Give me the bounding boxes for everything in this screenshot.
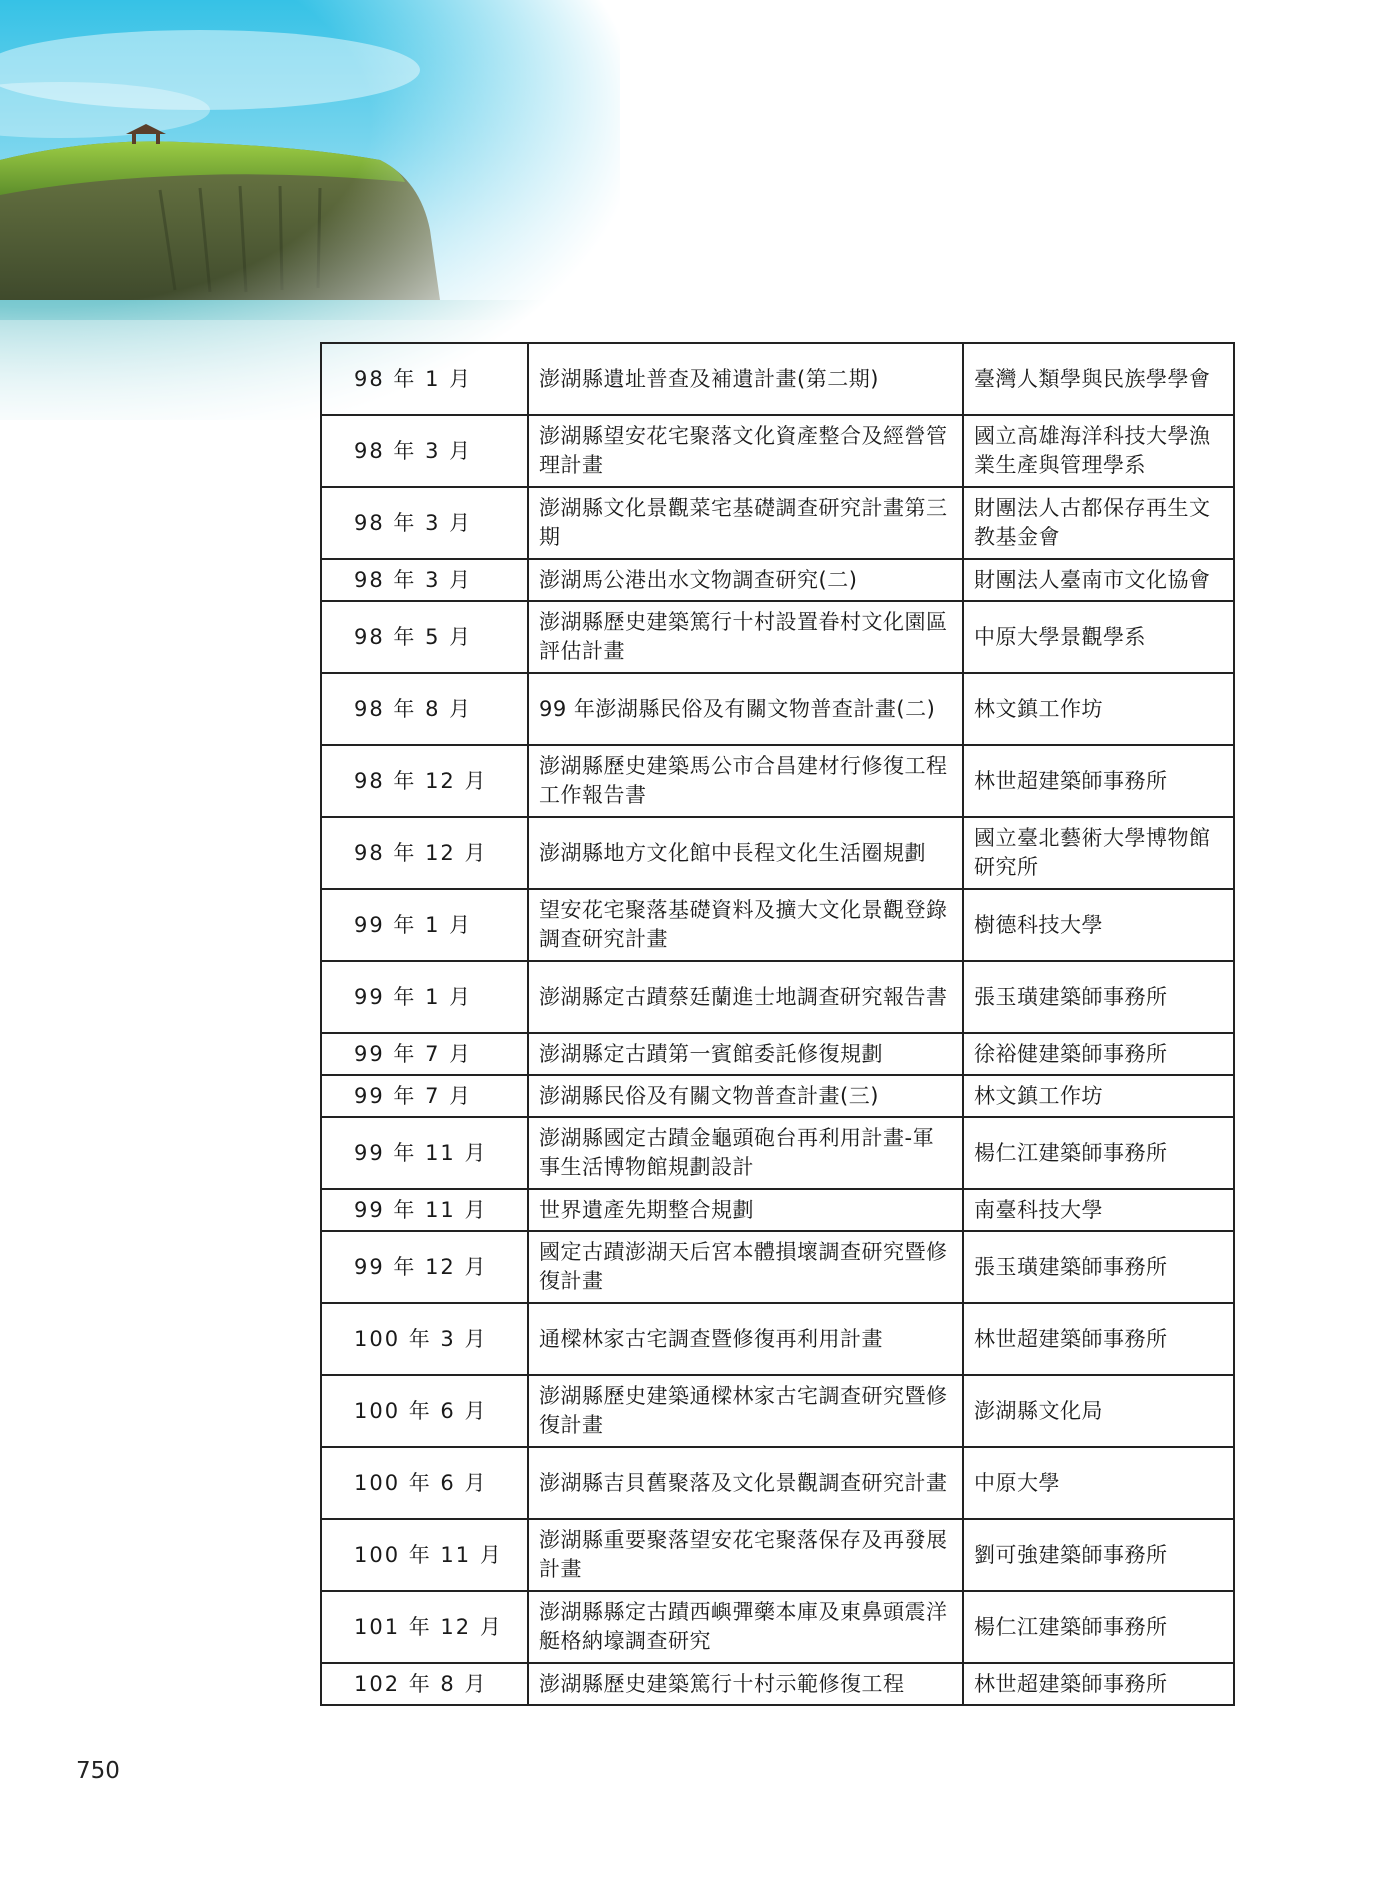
title-cell: 澎湖縣吉貝舊聚落及文化景觀調查研究計畫 bbox=[528, 1447, 963, 1519]
org-cell: 中原大學景觀學系 bbox=[963, 601, 1234, 673]
table-row bbox=[321, 817, 1234, 889]
date-cell: 99 年 12 月 bbox=[321, 1231, 528, 1303]
table-row bbox=[321, 1075, 1234, 1117]
title-cell: 澎湖馬公港出水文物調查研究(二) bbox=[528, 559, 963, 601]
org-cell: 林文鎮工作坊 bbox=[963, 673, 1234, 745]
table-row bbox=[321, 1033, 1234, 1075]
org-cell: 財團法人古都保存再生文教基金會 bbox=[963, 487, 1234, 559]
org-cell: 國立臺北藝術大學博物館研究所 bbox=[963, 817, 1234, 889]
title-cell: 澎湖縣歷史建築通樑林家古宅調查研究暨修復計畫 bbox=[528, 1375, 963, 1447]
date-cell: 99 年 1 月 bbox=[321, 961, 528, 1033]
table-row bbox=[321, 745, 1234, 817]
table-row bbox=[321, 1447, 1234, 1519]
org-cell: 林世超建築師事務所 bbox=[963, 1663, 1234, 1705]
date-cell: 99 年 1 月 bbox=[321, 889, 528, 961]
org-cell: 劉可強建築師事務所 bbox=[963, 1519, 1234, 1591]
title-cell: 澎湖縣民俗及有關文物普查計畫(三) bbox=[528, 1075, 963, 1117]
table-row bbox=[321, 1303, 1234, 1375]
date-cell: 99 年 11 月 bbox=[321, 1117, 528, 1189]
org-cell: 林世超建築師事務所 bbox=[963, 1303, 1234, 1375]
date-cell: 98 年 5 月 bbox=[321, 601, 528, 673]
date-cell: 98 年 3 月 bbox=[321, 559, 528, 601]
org-cell: 楊仁江建築師事務所 bbox=[963, 1591, 1234, 1663]
org-cell: 財團法人臺南市文化協會 bbox=[963, 559, 1234, 601]
title-cell: 澎湖縣望安花宅聚落文化資產整合及經營管理計畫 bbox=[528, 415, 963, 487]
title-cell: 澎湖縣歷史建築馬公市合昌建材行修復工程工作報告書 bbox=[528, 745, 963, 817]
title-cell: 澎湖縣文化景觀菜宅基礎調查研究計畫第三期 bbox=[528, 487, 963, 559]
date-cell: 100 年 6 月 bbox=[321, 1375, 528, 1447]
title-cell: 澎湖縣定古蹟第一賓館委託修復規劃 bbox=[528, 1033, 963, 1075]
table-row bbox=[321, 601, 1234, 673]
org-cell: 張玉璜建築師事務所 bbox=[963, 1231, 1234, 1303]
table-row bbox=[321, 1117, 1234, 1189]
table-row bbox=[321, 1663, 1234, 1705]
records-table bbox=[320, 342, 1235, 1706]
title-cell: 澎湖縣歷史建築篤行十村設置眷村文化園區評估計畫 bbox=[528, 601, 963, 673]
date-cell: 99 年 7 月 bbox=[321, 1075, 528, 1117]
table-row bbox=[321, 1591, 1234, 1663]
date-cell: 101 年 12 月 bbox=[321, 1591, 528, 1663]
org-cell: 澎湖縣文化局 bbox=[963, 1375, 1234, 1447]
table-row bbox=[321, 673, 1234, 745]
table-row bbox=[321, 1519, 1234, 1591]
date-cell: 98 年 12 月 bbox=[321, 745, 528, 817]
date-cell: 102 年 8 月 bbox=[321, 1663, 528, 1705]
title-cell: 澎湖縣國定古蹟金龜頭砲台再利用計畫-軍事生活博物館規劃設計 bbox=[528, 1117, 963, 1189]
title-cell: 世界遺產先期整合規劃 bbox=[528, 1189, 963, 1231]
date-cell: 99 年 7 月 bbox=[321, 1033, 528, 1075]
table-row bbox=[321, 343, 1234, 415]
table-row bbox=[321, 1375, 1234, 1447]
title-cell: 通樑林家古宅調查暨修復再利用計畫 bbox=[528, 1303, 963, 1375]
date-cell: 98 年 12 月 bbox=[321, 817, 528, 889]
date-cell: 98 年 8 月 bbox=[321, 673, 528, 745]
title-cell: 澎湖縣歷史建築篤行十村示範修復工程 bbox=[528, 1663, 963, 1705]
title-cell: 澎湖縣縣定古蹟西嶼彈藥本庫及東鼻頭震洋艇格納壕調查研究 bbox=[528, 1591, 963, 1663]
title-cell: 國定古蹟澎湖天后宮本體損壞調查研究暨修復計畫 bbox=[528, 1231, 963, 1303]
table-row bbox=[321, 1189, 1234, 1231]
org-cell: 徐裕健建築師事務所 bbox=[963, 1033, 1234, 1075]
table-row bbox=[321, 961, 1234, 1033]
org-cell: 中原大學 bbox=[963, 1447, 1234, 1519]
org-cell: 樹德科技大學 bbox=[963, 889, 1234, 961]
date-cell: 98 年 3 月 bbox=[321, 487, 528, 559]
title-cell: 望安花宅聚落基礎資料及擴大文化景觀登錄調查研究計畫 bbox=[528, 889, 963, 961]
org-cell: 林世超建築師事務所 bbox=[963, 745, 1234, 817]
date-cell: 98 年 1 月 bbox=[321, 343, 528, 415]
table-row bbox=[321, 487, 1234, 559]
title-cell: 澎湖縣遺址普查及補遺計畫(第二期) bbox=[528, 343, 963, 415]
org-cell: 楊仁江建築師事務所 bbox=[963, 1117, 1234, 1189]
org-cell: 林文鎮工作坊 bbox=[963, 1075, 1234, 1117]
title-cell: 澎湖縣定古蹟蔡廷蘭進士地調查研究報告書 bbox=[528, 961, 963, 1033]
page-number: 750 bbox=[76, 1758, 120, 1784]
date-cell: 99 年 11 月 bbox=[321, 1189, 528, 1231]
org-cell: 南臺科技大學 bbox=[963, 1189, 1234, 1231]
table-row bbox=[321, 415, 1234, 487]
table-row bbox=[321, 1231, 1234, 1303]
org-cell: 張玉璜建築師事務所 bbox=[963, 961, 1234, 1033]
date-cell: 100 年 6 月 bbox=[321, 1447, 528, 1519]
date-cell: 100 年 11 月 bbox=[321, 1519, 528, 1591]
date-cell: 98 年 3 月 bbox=[321, 415, 528, 487]
table-row bbox=[321, 559, 1234, 601]
org-cell: 國立高雄海洋科技大學漁業生產與管理學系 bbox=[963, 415, 1234, 487]
title-cell: 99 年澎湖縣民俗及有關文物普查計畫(二) bbox=[528, 673, 963, 745]
title-cell: 澎湖縣地方文化館中長程文化生活圈規劃 bbox=[528, 817, 963, 889]
date-cell: 100 年 3 月 bbox=[321, 1303, 528, 1375]
table-row bbox=[321, 889, 1234, 961]
title-cell: 澎湖縣重要聚落望安花宅聚落保存及再發展計畫 bbox=[528, 1519, 963, 1591]
org-cell: 臺灣人類學與民族學學會 bbox=[963, 343, 1234, 415]
